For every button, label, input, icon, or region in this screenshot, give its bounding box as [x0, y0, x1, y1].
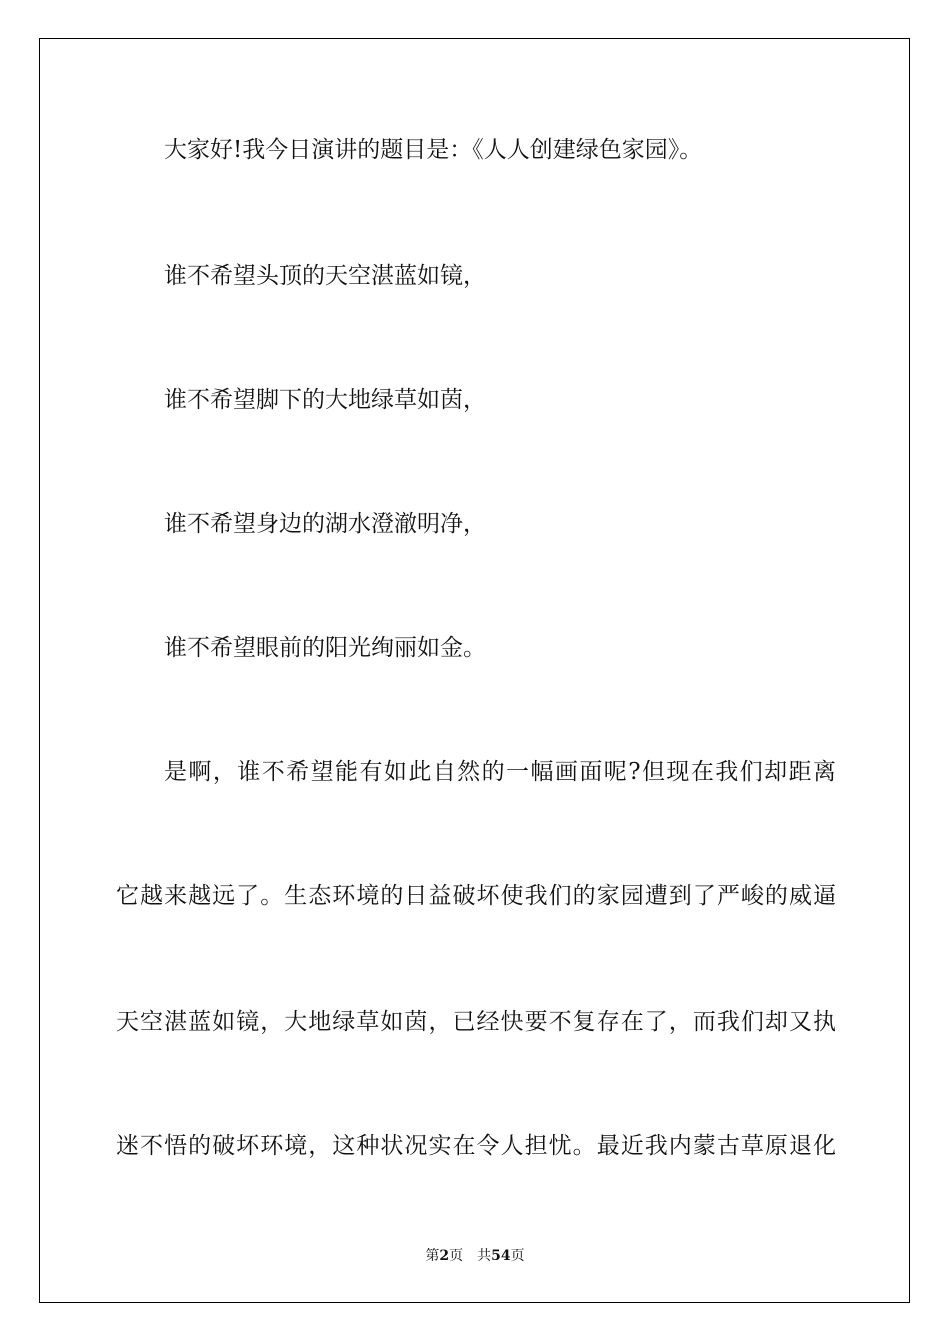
paragraph-body-line-2: 它越来越远了。生态环境的日益破坏使我们的家园遭到了严峻的威逼 [116, 883, 836, 909]
paragraph-body-line-3: 天空湛蓝如镜，大地绿草如茵，已经快要不复存在了，而我们却又执 [116, 1009, 836, 1035]
paragraph-body-line-1: 是啊，谁不希望能有如此自然的一幅画面呢?但现在我们却距离 [164, 759, 836, 785]
paragraph-body-line-4: 迷不悟的破坏环境，这种状况实在令人担忧。最近我内蒙古草原退化 [116, 1133, 836, 1159]
paragraph-line-sun: 谁不希望眼前的阳光绚丽如金。 [164, 635, 486, 661]
page-footer [0, 1247, 950, 1265]
total-suffix: 页 [510, 1248, 525, 1264]
paragraph-greeting: 大家好!我今日演讲的题目是：《人人创建绿色家园》。 [164, 137, 703, 163]
page-frame [39, 38, 910, 1303]
page-suffix: 页 [449, 1248, 464, 1264]
total-prefix: 共 [477, 1248, 492, 1264]
paragraph-line-earth: 谁不希望脚下的大地绿草如茵， [164, 387, 486, 413]
page-number: 2 [439, 1248, 450, 1264]
paragraph-line-sky: 谁不希望头顶的天空湛蓝如镜， [164, 263, 486, 289]
total-pages: 54 [491, 1248, 511, 1264]
paragraph-line-lake: 谁不希望身边的湖水澄澈明净， [164, 511, 486, 537]
page-prefix: 第 [425, 1248, 440, 1264]
